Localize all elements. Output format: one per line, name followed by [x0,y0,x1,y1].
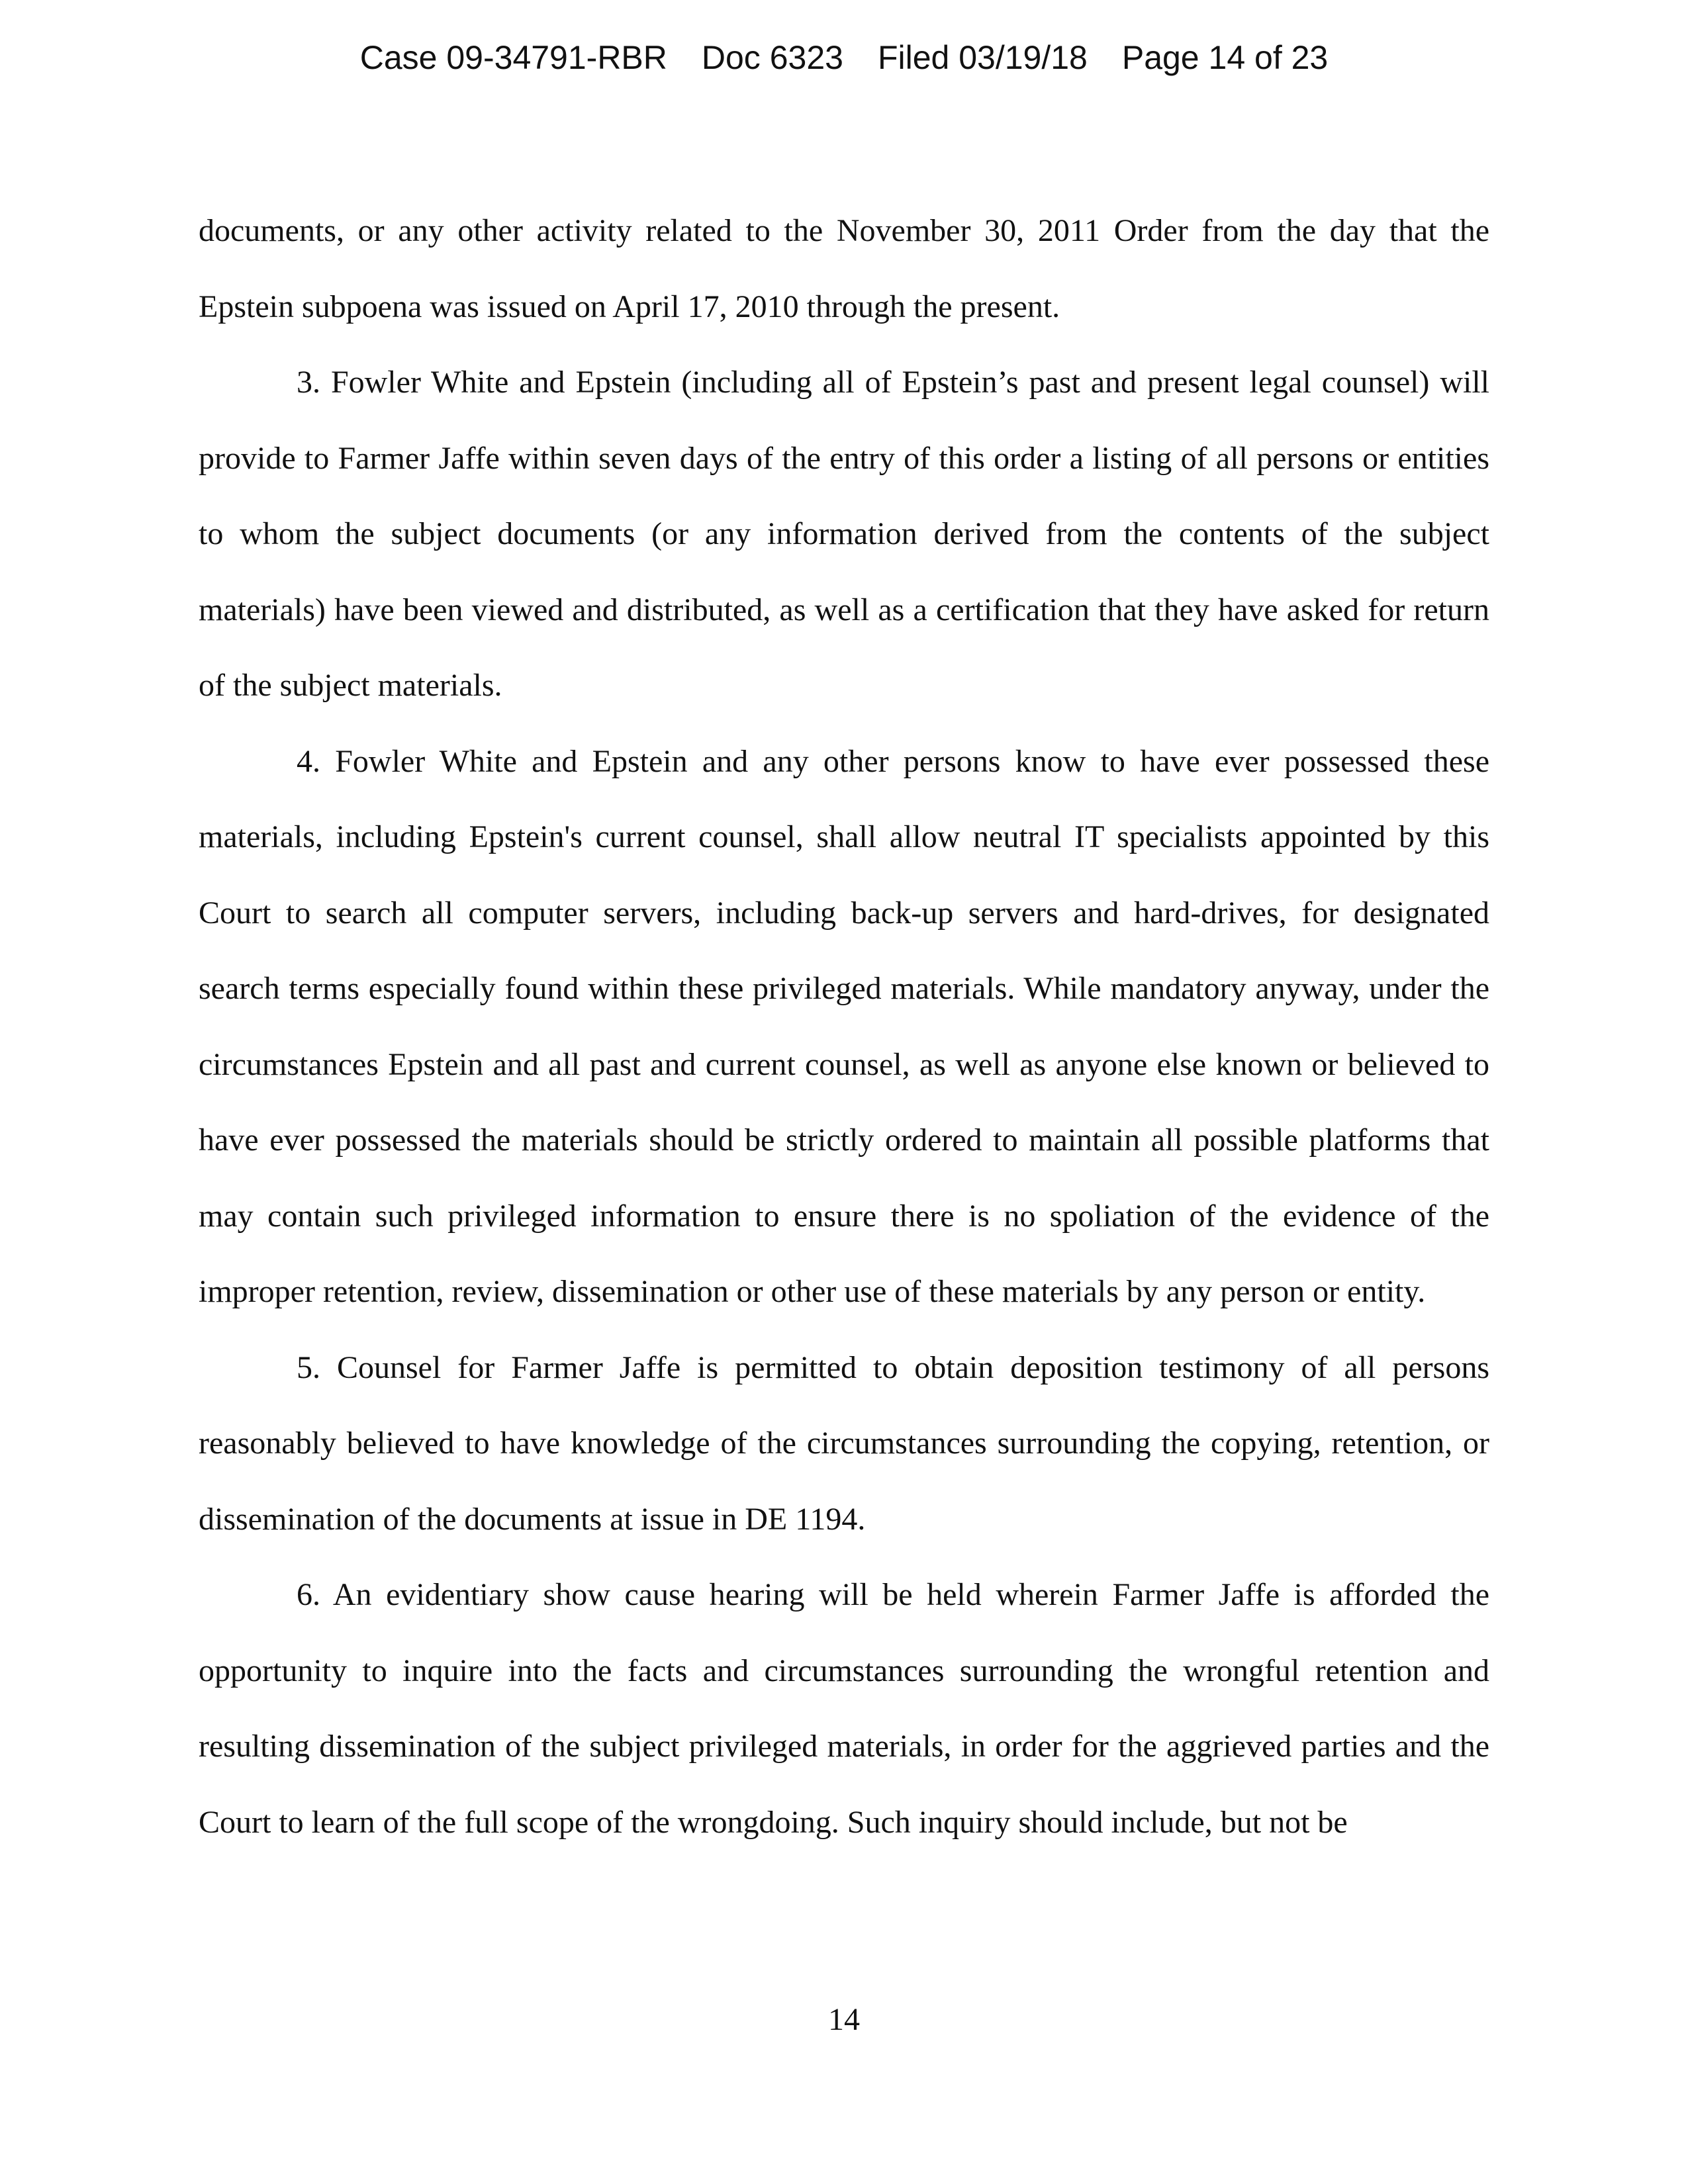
page-of-total: Page 14 of 23 [1121,39,1329,76]
paragraph-6: 6. An evidentiary show cause hearing will be held wherein Farmer Jaffe is afforded the opportunity to inquire into the facts and circumstances surrounding the wrongful retention and resulting dissemination of the subject privileged materials, in order for the aggrieved parties and the Court to learn of the full scope of the wrongdoing. Such inquiry should include, but not be [199,1577,1489,1840]
page-header [0,34,1688,81]
paragraph-4: 4. Fowler White and Epstein and any other persons know to have ever possessed these materials, including Epstein's current counsel, shall allow neutral IT specialists appointed by this Court to search all computer servers, including back-up servers and hard-drives, for designated search terms especially found within these privileged materials. While mandatory anyway, under the circumstances Epstein and all past and current counsel, as well as anyone else known or believed to have ever possessed the materials should be strictly ordered to maintain all possible platforms that may contain such privileged information to ensure there is no spoliation of the evidence of the improper retention, review, dissemination or other use of these materials by any person or entity. [199,743,1489,1309]
filed-date: Filed 03/19/18 [877,39,1088,76]
paragraph-continuation: documents, or any other activity related to the November 30, 2011 Order from the day that the Epstein subpoena was issued on April 17, 2010 through the present. [199,213,1489,324]
doc-number: Doc 6323 [701,39,843,76]
page-number: 14 [828,2002,860,2037]
document-body [199,193,1489,1860]
paragraph-5: 5. Counsel for Farmer Jaffe is permitted to obtain deposition testimony of all persons reasonably believed to have knowledge of the circumstances surrounding the copying, retention, or dissemination of the documents at issue in DE 1194. [199,1349,1489,1537]
case-number: Case 09-34791-RBR [359,39,667,76]
paragraph-3: 3. Fowler White and Epstein (including all of Epstein’s past and present legal counsel) will provide to Farmer Jaffe within seven days of the entry of this order a listing of all persons or entities to whom the subject documents (or any information derived from the contents of the subject materials) have been viewed and distributed, as well as a certification that they have asked for return of the subject materials. [199,365,1489,703]
